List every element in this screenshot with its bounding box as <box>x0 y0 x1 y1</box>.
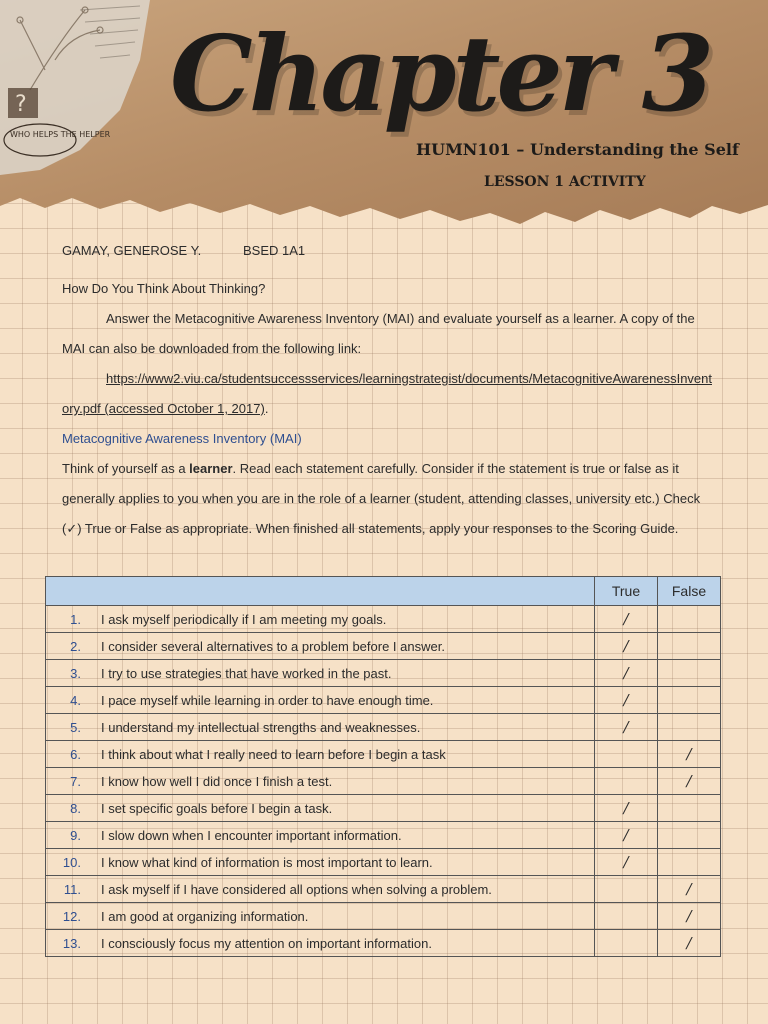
statement-number: 12. <box>46 903 88 930</box>
chapter-title: Chapter 3 <box>170 12 711 135</box>
statement-header <box>46 577 595 606</box>
mai-table <box>45 576 721 957</box>
statement-number: 8. <box>46 795 88 822</box>
statement-number: 4. <box>46 687 88 714</box>
statement-text: I consider several alternatives to a problem before I answer. <box>87 633 595 660</box>
mai-download-link[interactable]: https://www2.viu.ca/studentsuccessservices/learningstrategist/documents/MetacognitiveAwarenessInventory.pdf (accessed October 1, 2017) <box>62 371 712 416</box>
false-checkbox-cell[interactable] <box>658 687 721 714</box>
statement-text: I pace myself while learning in order to have enough time. <box>87 687 595 714</box>
mai-heading: Metacognitive Awareness Inventory (MAI) <box>62 431 302 446</box>
mai-table-body <box>46 606 721 957</box>
false-checkbox-cell[interactable]: / <box>658 930 721 957</box>
false-checkbox-cell[interactable]: / <box>658 741 721 768</box>
true-checkbox-cell[interactable] <box>595 768 658 795</box>
link-period: . <box>264 401 269 416</box>
false-checkbox-cell[interactable] <box>658 795 721 822</box>
student-section: BSED 1A1 <box>243 243 306 258</box>
statement-number: 9. <box>46 822 88 849</box>
student-name: GAMAY, GENEROSE Y. <box>62 243 202 258</box>
table-row <box>46 849 721 876</box>
course-title: HUMN101 – Understanding the Self <box>416 140 739 159</box>
directions-learner-word: learner <box>189 461 233 476</box>
statement-text: I ask myself periodically if I am meeting my goals. <box>87 606 595 633</box>
statement-number: 10. <box>46 849 88 876</box>
statement-text: I know what kind of information is most important to learn. <box>87 849 595 876</box>
svg-text:?: ? <box>15 92 27 117</box>
false-checkbox-cell[interactable]: / <box>658 903 721 930</box>
directions-start: Think of yourself as a <box>62 461 190 476</box>
directions-rest: . Read each statement carefully. Consider if the statement is true or false as it generally applies to you when you are in the role of a learner (student, attending classes, university etc.) Check (✓) True or False as appropriate. When finished all statements, apply your responses to the Scoring Guide. <box>62 461 701 536</box>
true-checkbox-cell[interactable]: / <box>595 687 658 714</box>
false-checkbox-cell[interactable] <box>658 714 721 741</box>
activity-question: How Do You Think About Thinking? <box>62 281 266 296</box>
table-row <box>46 876 721 903</box>
mai-table-header <box>46 577 721 606</box>
table-row <box>46 795 721 822</box>
true-column-header: True <box>595 577 658 606</box>
true-checkbox-cell[interactable]: / <box>595 660 658 687</box>
table-row <box>46 714 721 741</box>
table-row <box>46 930 721 957</box>
mai-directions <box>62 454 712 544</box>
false-checkbox-cell[interactable] <box>658 606 721 633</box>
false-checkbox-cell[interactable] <box>658 849 721 876</box>
decor-note-text: WHO HELPS THE HELPER <box>10 130 111 139</box>
statement-text: I ask myself if I have considered all options when solving a problem. <box>87 876 595 903</box>
mai-link-line <box>62 364 712 424</box>
true-checkbox-cell[interactable] <box>595 876 658 903</box>
statement-text: I set specific goals before I begin a task. <box>87 795 595 822</box>
false-checkbox-cell[interactable] <box>658 822 721 849</box>
lesson-title: LESSON 1 ACTIVITY <box>484 174 646 190</box>
true-checkbox-cell[interactable]: / <box>595 606 658 633</box>
table-row <box>46 741 721 768</box>
true-checkbox-cell[interactable]: / <box>595 849 658 876</box>
statement-text: I think about what I really need to learn before I begin a task <box>87 741 595 768</box>
true-checkbox-cell[interactable] <box>595 741 658 768</box>
statement-text: I am good at organizing information. <box>87 903 595 930</box>
statement-text: I consciously focus my attention on important information. <box>87 930 595 957</box>
false-checkbox-cell[interactable]: / <box>658 768 721 795</box>
table-row <box>46 660 721 687</box>
table-row <box>46 633 721 660</box>
statement-number: 7. <box>46 768 88 795</box>
true-checkbox-cell[interactable]: / <box>595 822 658 849</box>
student-info <box>62 236 712 266</box>
statement-text: I try to use strategies that have worked in the past. <box>87 660 595 687</box>
chapter-header <box>0 0 768 230</box>
false-checkbox-cell[interactable]: / <box>658 876 721 903</box>
statement-number: 3. <box>46 660 88 687</box>
true-checkbox-cell[interactable]: / <box>595 633 658 660</box>
table-row <box>46 606 721 633</box>
statement-text: I know how well I did once I finish a test. <box>87 768 595 795</box>
statement-text: I slow down when I encounter important information. <box>87 822 595 849</box>
table-row <box>46 687 721 714</box>
worksheet-content <box>62 236 712 544</box>
statement-number: 1. <box>46 606 88 633</box>
table-row <box>46 768 721 795</box>
true-checkbox-cell[interactable]: / <box>595 714 658 741</box>
true-checkbox-cell[interactable] <box>595 930 658 957</box>
statement-text: I understand my intellectual strengths and weaknesses. <box>87 714 595 741</box>
statement-number: 6. <box>46 741 88 768</box>
false-checkbox-cell[interactable] <box>658 633 721 660</box>
true-checkbox-cell[interactable]: / <box>595 795 658 822</box>
true-checkbox-cell[interactable] <box>595 903 658 930</box>
table-row <box>46 903 721 930</box>
table-row <box>46 822 721 849</box>
statement-number: 11. <box>46 876 88 903</box>
false-column-header: False <box>658 577 721 606</box>
statement-number: 2. <box>46 633 88 660</box>
activity-instruction: Answer the Metacognitive Awareness Inventory (MAI) and evaluate yourself as a learner. A copy of the MAI can also be downloaded from the following link: <box>62 311 695 356</box>
statement-number: 13. <box>46 930 88 957</box>
statement-number: 5. <box>46 714 88 741</box>
false-checkbox-cell[interactable] <box>658 660 721 687</box>
